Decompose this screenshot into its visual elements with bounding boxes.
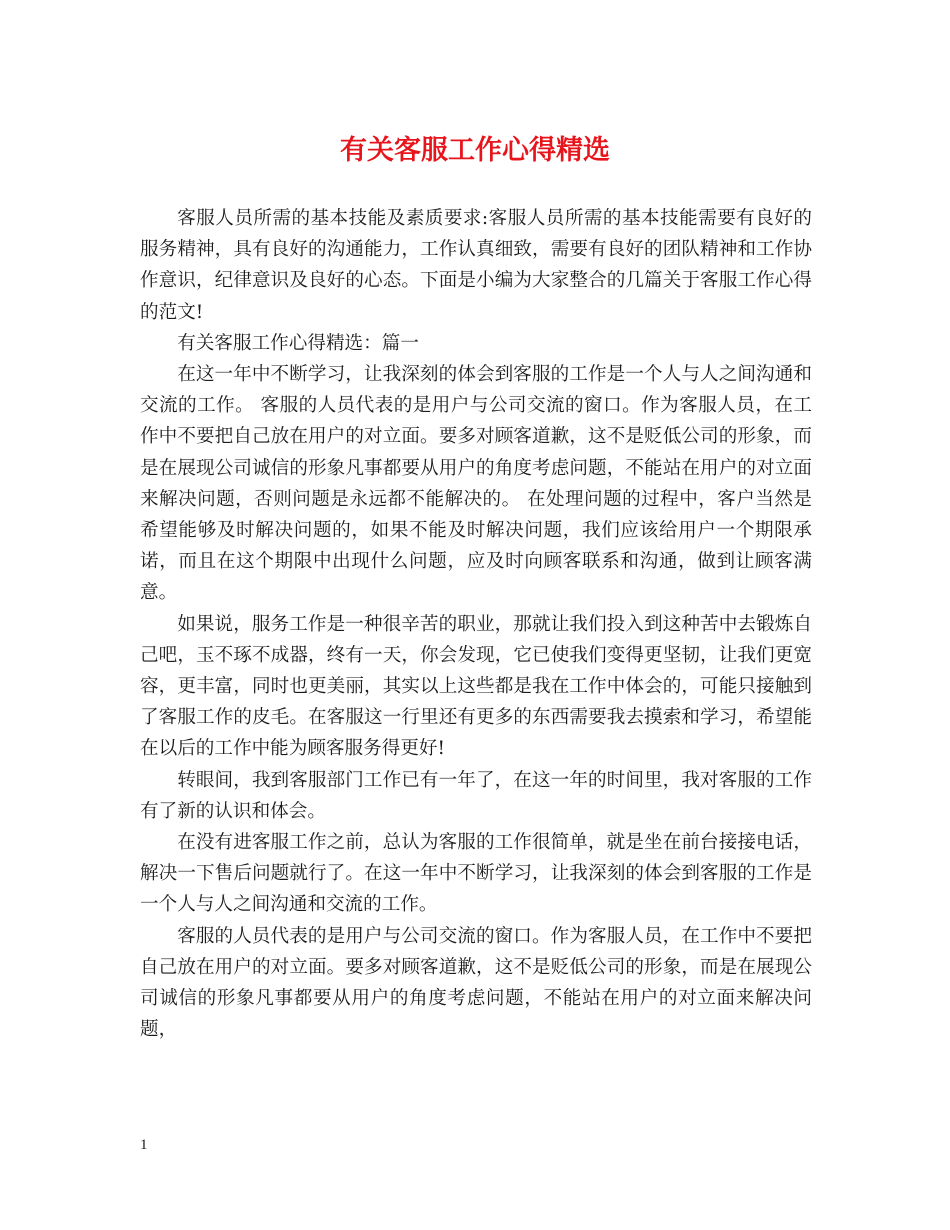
paragraph-3: 转眼间，我到客服部门工作已有一年了，在这一年的时间里，我对客服的工作有了新的认识和体会。 <box>140 769 812 822</box>
paragraph-2: 如果说，服务工作是一种很辛苦的职业，那就让我们投入到这种苦中去锻炼自己吧，玉不琢不成器，终有一天，你会发现，它已使我们变得更坚韧，让我们更宽容，更丰富，同时也更美丽，其实以上这些都是我在工作中体会的，可能只接触到了客服工作的皮毛。在客服这一行里还有更多的东西需要我去摸索和学习，希望能在以后的工作中能为顾客服务得更好! <box>140 613 812 760</box>
paragraph-intro: 客服人员所需的基本技能及素质要求:客服人员所需的基本技能需要有良好的服务精神，具有良好的沟通能力，工作认真细致，需要有良好的团队精神和工作协作意识，纪律意识及良好的心态。下面是小编为大家整合的几篇关于客服工作心得的范文! <box>140 208 812 323</box>
paragraph-4: 在没有进客服工作之前，总认为客服的工作很简单，就是坐在前台接接电话，解决一下售后问题就行了。在这一年中不断学习，让我深刻的体会到客服的工作是一个人与人之间沟通和交流的工作。 <box>140 832 812 916</box>
paragraph-section-heading: 有关客服工作心得精选：篇一 <box>177 332 419 354</box>
document-body <box>140 203 812 1045</box>
paragraph-1: 在这一年中不断学习，让我深刻的体会到客服的工作是一个人与人之间沟通和交流的工作。 客服的人员代表的是用户与公司交流的窗口。作为客服人员，在工作中不要把自己放在用户的对立面。要多对顾客道歉，这不是贬低公司的形象，而是在展现公司诚信的形象凡事都要从用户的角度考虑问题，不能站在用户的对立面来解决问题，否则问题是永远都不能解决的。 在处理问题的过程中，客户当然是希望能够及时解决问题的，如果不能及时解决问题，我们应该给用户一个期限承诺，而且在这个期限中出现什么问题，应及时向顾客联系和沟通，做到让顾客满意。 <box>140 364 812 604</box>
paragraph-5: 客服的人员代表的是用户与公司交流的窗口。作为客服人员，在工作中不要把自己放在用户的对立面。要多对顾客道歉，这不是贬低公司的形象，而是在展现公司诚信的形象凡事都要从用户的角度考虑问题，不能站在用户的对立面来解决问题， <box>140 925 812 1041</box>
page-number: 1 <box>140 1137 148 1153</box>
document-title: 有关客服工作心得精选 <box>340 135 610 166</box>
